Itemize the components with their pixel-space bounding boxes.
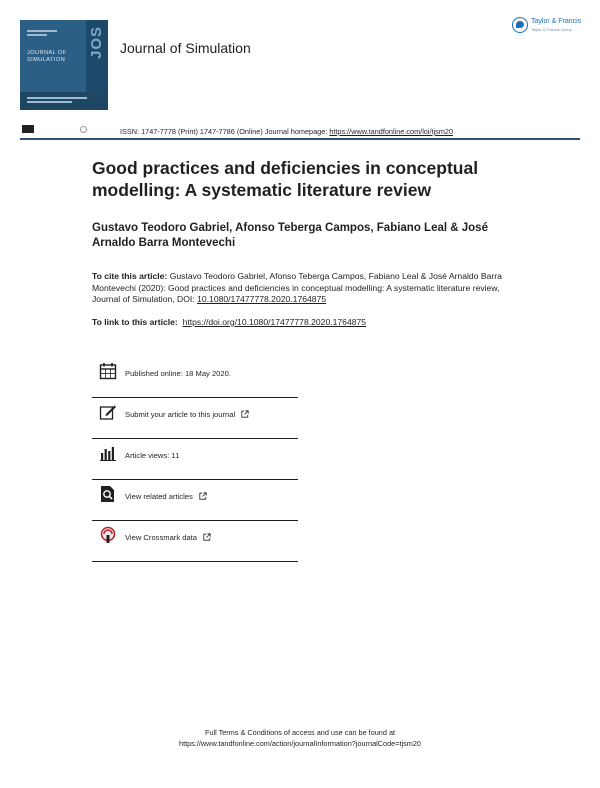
crossmark-text: View Crossmark data <box>125 533 198 542</box>
journal-homepage-link[interactable]: https://www.tandfonline.com/loi/tjsm20 <box>329 127 454 136</box>
related-articles-label[interactable] <box>125 492 207 501</box>
cover-bottom-band <box>20 92 108 110</box>
doi-link[interactable]: 10.1080/17477778.2020.1764875 <box>197 294 327 304</box>
publisher-name: Taylor & Francis <box>531 18 582 25</box>
related-articles-text: View related articles <box>125 492 193 501</box>
cover-rule <box>27 101 72 103</box>
publisher-tagline: Taylor & Francis Group <box>531 27 572 32</box>
cover-title <box>27 50 67 64</box>
cover-rule <box>27 30 57 32</box>
journal-cover-image <box>20 20 108 110</box>
article-link-line <box>92 317 366 327</box>
calendar-icon <box>99 362 117 380</box>
crossmark-icon <box>99 526 117 544</box>
crossmark-item[interactable] <box>92 521 298 562</box>
article-title: Good practices and deficiencies in conceptual modelling: A systematic literature review <box>92 158 479 200</box>
issn-text: ISSN: 1747-7778 (Print) 1747-7786 (Online) Journal homepage: <box>120 127 328 136</box>
cite-text: Gustavo Teodoro Gabriel, Afonso Teberga Campos, Fabiano Leal & José Arnaldo Barra Montevechi (2020): Good practices and deficiencies in conceptual modelling: A systematic literature review, Journal of Simulation, DOI: <box>92 271 502 304</box>
society-logo-icon <box>22 125 34 133</box>
terms-url-link[interactable]: https://www.tandfonline.com/action/journalInformation?journalCode=tjsm20 <box>179 739 421 748</box>
terms-footer <box>0 727 600 749</box>
cover-title-line1: JOURNAL OF <box>27 50 67 56</box>
citation-block <box>92 271 502 306</box>
submit-article-text: Submit your article to this journal <box>125 410 236 419</box>
link-label: To link to this article: <box>92 317 178 327</box>
submit-article-label[interactable] <box>125 410 249 419</box>
terms-text: Full Terms & Conditions of access and use can be found at <box>204 728 396 737</box>
article-views-item <box>92 439 298 480</box>
cite-label: To cite this article: <box>92 271 168 281</box>
article-views-label: Article views: 11 <box>125 451 180 460</box>
external-link-icon <box>241 410 249 418</box>
cover-rule <box>27 34 47 36</box>
article-authors: Gustavo Teodoro Gabriel, Afonso Teberga Campos, Fabiano Leal & José Arnaldo Barra Montevechi <box>92 222 488 249</box>
external-link-icon <box>203 533 211 541</box>
edit-icon <box>99 403 117 421</box>
cover-side-mark: JOS <box>88 26 105 60</box>
crossmark-label[interactable] <box>125 533 211 542</box>
secondary-logo-icon <box>80 126 87 133</box>
publisher-logo[interactable] <box>512 17 582 35</box>
article-info-list <box>92 357 298 562</box>
submit-article-item[interactable] <box>92 398 298 439</box>
cover-rule <box>27 97 87 99</box>
header-rule <box>20 138 580 140</box>
related-articles-item[interactable] <box>92 480 298 521</box>
published-online-item <box>92 357 298 398</box>
article-doi-url-link[interactable]: https://doi.org/10.1080/17477778.2020.1764875 <box>182 317 367 327</box>
bar-chart-icon <box>99 444 117 462</box>
external-link-icon <box>199 492 207 500</box>
publisher-logo-icon <box>512 17 528 33</box>
search-document-icon <box>99 485 117 503</box>
issn-line <box>120 127 453 136</box>
journal-title[interactable]: Journal of Simulation <box>120 40 251 56</box>
cover-title-line2: SIMULATION <box>27 57 66 63</box>
published-online-label: Published online: 18 May 2020. <box>125 369 231 378</box>
